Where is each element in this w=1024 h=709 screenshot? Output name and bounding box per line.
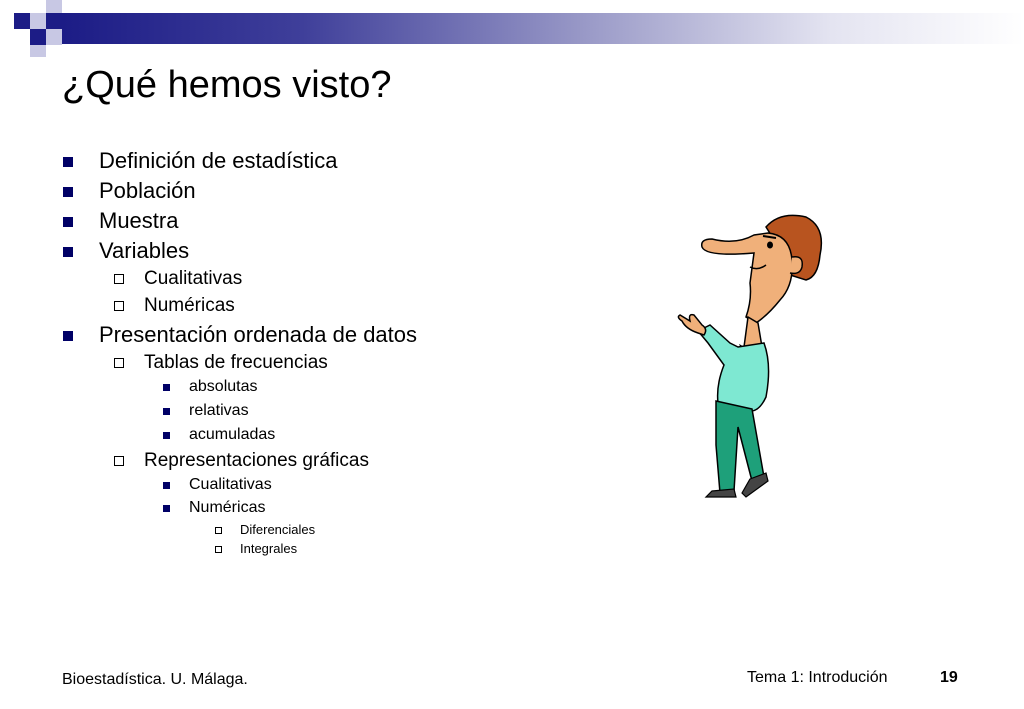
ear-shape — [790, 257, 802, 274]
decor-square — [46, 29, 62, 45]
outline-item: Cualitativas — [144, 268, 243, 289]
bullet-icon — [163, 432, 170, 439]
outline-item: relativas — [189, 402, 249, 419]
hollow-bullet-icon — [114, 274, 124, 284]
outline-item: Presentación ordenada de datos — [99, 322, 418, 347]
footer-topic: Tema 1: Introdución — [747, 669, 888, 686]
hand-shape — [678, 315, 705, 335]
slide-title: ¿Qué hemos visto? — [62, 64, 392, 106]
decor-square — [46, 0, 62, 13]
hollow-bullet-icon — [114, 301, 124, 311]
footer-source: Bioestadística. U. Málaga. — [62, 671, 248, 688]
outline-item: Numéricas — [189, 499, 266, 516]
outline-item: Muestra — [99, 208, 179, 233]
outline-item: absolutas — [189, 378, 258, 395]
decor-square — [46, 13, 62, 29]
title-bar-gradient — [62, 13, 1024, 44]
hollow-bullet-icon — [215, 546, 222, 553]
outline-item: Integrales — [240, 541, 298, 556]
outline-item: Tablas de frecuencias — [144, 352, 328, 373]
bullet-icon — [63, 331, 73, 341]
page-number: 19 — [940, 669, 958, 686]
pointing-man-illustration — [668, 205, 833, 505]
bullet-icon — [63, 217, 73, 227]
bullet-icon — [163, 505, 170, 512]
hollow-bullet-icon — [114, 456, 124, 466]
decor-square — [30, 29, 46, 45]
outline-item: Numéricas — [144, 295, 235, 316]
bullet-icon — [63, 187, 73, 197]
outline-item: Representaciones gráficas — [144, 450, 369, 471]
eye-shape — [767, 242, 773, 249]
hollow-bullet-icon — [114, 358, 124, 368]
bullet-icon — [63, 247, 73, 257]
hollow-bullet-icon — [215, 527, 222, 534]
outline-item: Diferenciales — [240, 522, 316, 537]
decor-square — [30, 13, 46, 29]
shoe-shape — [706, 489, 736, 497]
bullet-icon — [163, 408, 170, 415]
outline-item: Población — [99, 178, 196, 203]
shoe-shape — [742, 473, 768, 497]
decor-square — [14, 13, 30, 29]
outline-item: Definición de estadística — [99, 148, 338, 173]
bullet-icon — [63, 157, 73, 167]
outline-item: Cualitativas — [189, 476, 272, 493]
outline-item: Variables — [99, 238, 190, 263]
bullet-icon — [163, 482, 170, 489]
decor-square — [30, 45, 46, 57]
outline-item: acumuladas — [189, 426, 276, 443]
bullet-icon — [163, 384, 170, 391]
face-shape — [702, 233, 793, 323]
